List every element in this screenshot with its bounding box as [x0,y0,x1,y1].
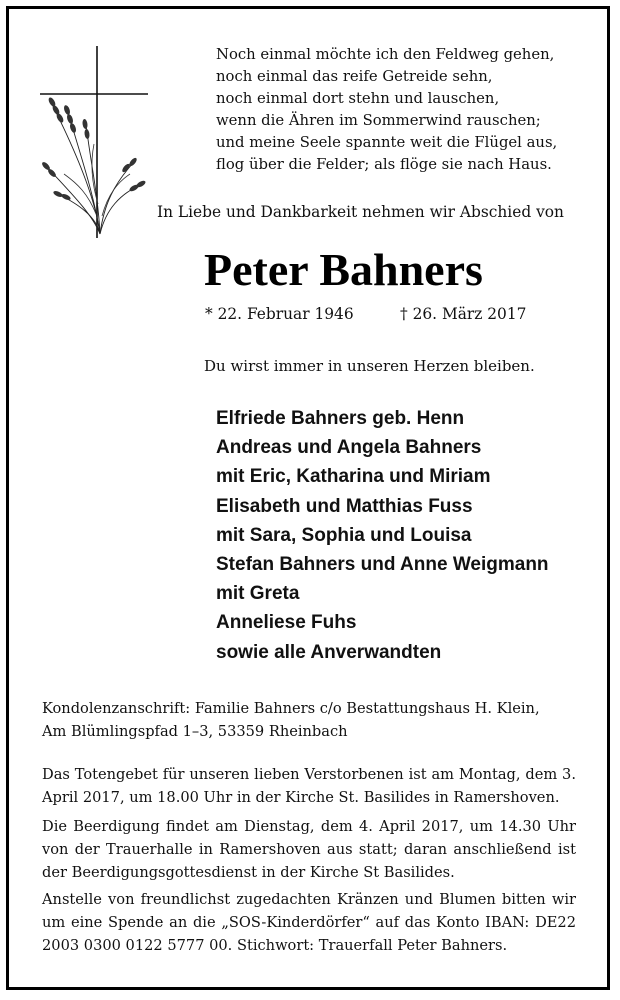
mourners-list [216,404,549,667]
mourner-line: Anneliese Fuhs [216,612,357,634]
condolence-line: Am Blümlingspfad 1–3, 53359 Rheinbach [42,723,348,740]
mourner-line: sowie alle Anverwandten [216,641,442,663]
memorial-tagline: Du wirst immer in unseren Herzen bleiben. [204,357,535,375]
mourner-line: Elfriede Bahners geb. Henn [216,408,465,429]
poem-line: noch einmal das reife Getreide sehn, [216,68,493,85]
mourner-line: mit Eric, Katharina und Miriam [216,466,491,488]
funeral-text: Die Beerdigung findet am Dienstag, dem 4. April 2017, um 14.30 Uhr von der Trauerhalle in Ramershoven aus statt; daran anschließend ist der Beerdigungsgottesdienst in der Kirche St Basilides. [42,818,576,881]
poem-line: flog über die Felder; als flöge sie nach Haus. [216,156,552,173]
prayer-announcement [42,763,576,809]
poem-line: noch einmal dort stehn und lauschen, [216,90,500,107]
donation-text: Anstelle von freundlichst zugedachten Kränzen und Blumen bitten wir um eine Spende an die „SOS-Kinderdörfer“ auf das Konto IBAN: DE22 2003 0300 0122 5777 00. Stichwort: Trauerfall Peter Bahners. [42,891,576,954]
prayer-text: Das Totengebet für unseren lieben Verstorbenen ist am Montag, dem 3. April 2017, um 18.00 Uhr in der Kirche St. Basilides in Ramershoven. [42,766,576,806]
mourner-line: Elisabeth und Matthias Fuss [216,495,473,517]
poem [216,44,556,176]
poem-line: und meine Seele spannte weit die Flügel aus, [216,134,558,151]
funeral-announcement [42,815,576,884]
farewell-intro: In Liebe und Dankbarkeit nehmen wir Abschied von [157,203,564,221]
death-date: † 26. März 2017 [400,305,527,323]
cross-with-wheat-icon [38,44,150,240]
poem-line: wenn die Ähren im Sommerwind rauschen; [216,112,541,129]
mourner-line: mit Sara, Sophia und Louisa [216,524,472,546]
mourner-line: Stefan Bahners und Anne Weigmann [216,554,549,576]
condolence-address [42,697,576,743]
mourner-line: Andreas und Angela Bahners [216,437,482,459]
donation-request [42,888,576,957]
deceased-name: Peter Bahners [204,244,483,295]
condolence-line: Kondolenzanschrift: Familie Bahners c/o Bestattungshaus H. Klein, [42,700,540,717]
mourner-line: mit Greta [216,583,300,605]
poem-line: Noch einmal möchte ich den Feldweg gehen, [216,46,555,63]
birth-date: * 22. Februar 1946 [205,305,354,323]
